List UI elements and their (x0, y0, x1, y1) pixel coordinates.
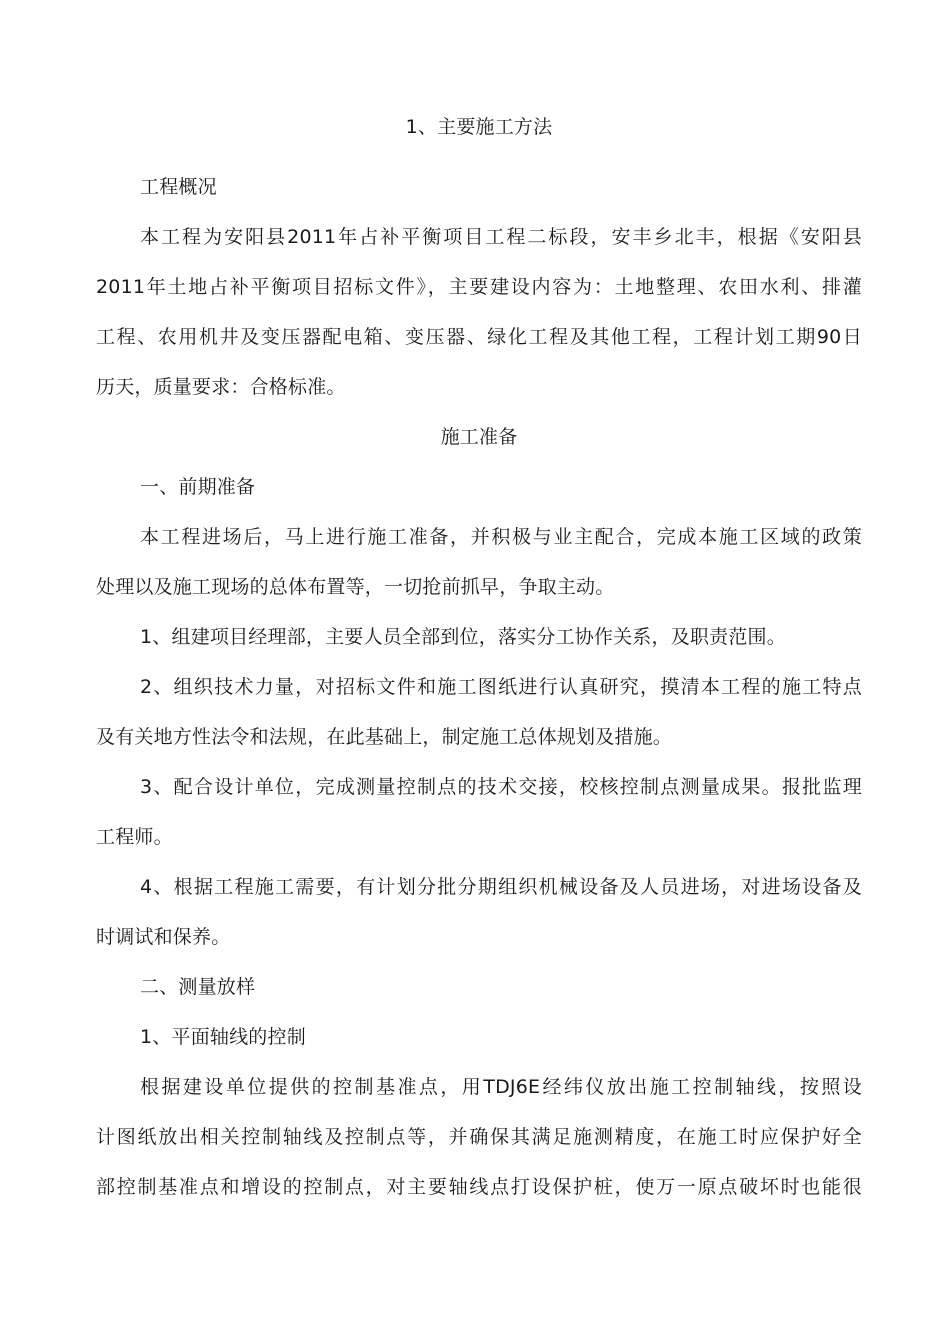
section1-heading: 一、前期准备 (140, 476, 256, 498)
overview-line-2: 2011年土地占补平衡项目招标文件》，主要建设内容为：土地整理、农田水利、排灌 (96, 276, 862, 298)
spacer (96, 152, 862, 162)
section2-sub1-line-3: 部控制基准点和增设的控制点，对主要轴线点打设保护桩，使万一原点破坏时也能很 (96, 1176, 862, 1198)
section1-item-3-line-2: 工程师。 (96, 826, 173, 848)
section1-intro-line-2: 处理以及施工现场的总体布置等，一切抢前抓早，争取主动。 (96, 576, 615, 598)
section2-sub1-line-1: 根据建设单位提供的控制基准点，用TDJ6E经纬仪放出施工控制轴线，按照设 (140, 1076, 862, 1098)
section1-item-4-line-2: 时调试和保养。 (96, 926, 231, 948)
section1-item-2-line-1: 2、组织技术力量，对招标文件和施工图纸进行认真研究，摸清本工程的施工特点 (140, 676, 862, 698)
section1-intro-line-1: 本工程进场后，马上进行施工准备，并积极与业主配合，完成本施工区域的政策 (140, 526, 862, 548)
overview-line-3: 工程、农用机井及变压器配电箱、变压器、绿化工程及其他工程，工程计划工期90日 (96, 326, 862, 348)
overview-line-4: 历天，质量要求：合格标准。 (96, 376, 346, 398)
section1-item-3-line-1: 3、配合设计单位，完成测量控制点的技术交接，校核控制点测量成果。报批监理 (140, 776, 862, 798)
section1-item-2-line-2: 及有关地方性法令和法规，在此基础上，制定施工总体规划及措施。 (96, 726, 673, 748)
document-title: 1、主要施工方法 (405, 116, 553, 138)
document-body (96, 102, 862, 1212)
section1-item-1-line-1: 1、组建项目经理部，主要人员全部到位，落实分工协作关系，及职责范围。 (140, 626, 786, 648)
section1-item-4-line-1: 4、根据工程施工需要，有计划分批分期组织机械设备及人员进场，对进场设备及 (140, 876, 862, 898)
overview-heading: 工程概况 (140, 176, 217, 198)
section2-sub1-line-2: 计图纸放出相关控制轴线及控制点等，并确保其满足施测精度，在施工时应保护好全 (96, 1126, 862, 1148)
section2-heading: 二、测量放样 (140, 976, 256, 998)
overview-line-1: 本工程为安阳县2011年占补平衡项目工程二标段，安丰乡北丰，根据《安阳县 (140, 226, 862, 248)
section2-sub1-heading: 1、平面轴线的控制 (140, 1026, 306, 1048)
preparation-heading: 施工准备 (440, 426, 518, 448)
